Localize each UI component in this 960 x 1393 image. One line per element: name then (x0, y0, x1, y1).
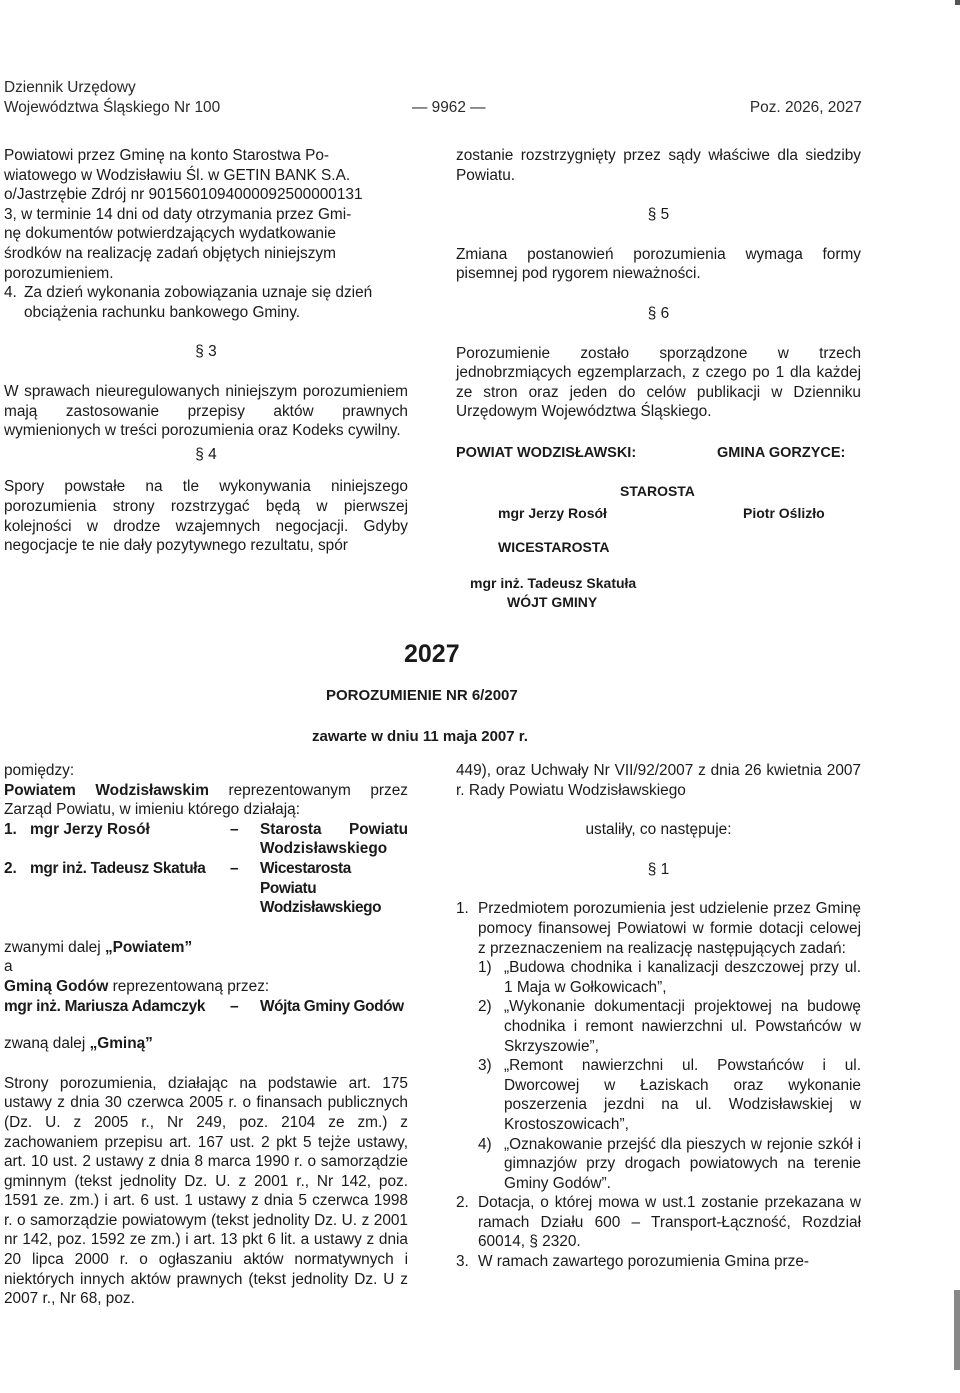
rep-number: 1. (4, 820, 17, 838)
left-column-top (4, 146, 408, 556)
task-2 (478, 997, 861, 1056)
paragraph-4 (4, 283, 408, 322)
signature-wojt-title: WÓJT GMINY (507, 594, 598, 610)
task-number: 4) (478, 1135, 492, 1153)
party-powiat (4, 781, 408, 820)
section-6-heading: § 6 (647, 304, 670, 322)
scan-edge-mark (955, 0, 960, 5)
representative-3 (4, 997, 408, 1017)
section-3-text: W sprawach nieuregulowanych niniejszym porozumieniem mają zastosowanie przepisy aktów prawnych wymienionych w treści porozumienia oraz Kodeks cywilny. (4, 382, 408, 440)
rep-dash: – (230, 820, 239, 838)
definition-term: „Gminą” (89, 1035, 153, 1053)
party-gmina (4, 977, 408, 997)
party-gmina-desc: reprezentowaną przez: (108, 977, 270, 995)
payment-line: nę dokumentów potwierdzających wydatkowanie (4, 225, 336, 243)
pomiedzy-label: pomiędzy: (4, 762, 75, 779)
scan-edge-mark (954, 1290, 960, 1370)
signature-wojt-name: Piotr Oślizło (743, 505, 825, 521)
rep-role: Starosta Powiatu Wodzisławskiego (260, 820, 408, 858)
signature-starosta-title: STAROSTA (620, 483, 695, 499)
act-number: 2027 (404, 640, 460, 668)
gmina-definition (4, 1034, 408, 1054)
representative-2 (4, 859, 408, 918)
position-number: Poz. 2026, 2027 (749, 99, 862, 116)
point-text: Przedmiotem porozumienia jest udzielenie przez Gminę pomocy finansowej Powiatowi w formie dotacji celowej z przeznaczeniem na realizację następujących zadań: (478, 900, 861, 957)
ustalily-label: ustaliły, co następuje: (585, 821, 732, 839)
point-number: 2. (456, 1194, 469, 1212)
task-text: „Budowa chodnika i kanalizacji deszczowej przy ul. 1 Maja w Gołkowicach”, (504, 959, 861, 996)
rep-role: Wójta Gminy Godów (260, 997, 404, 1015)
point-text: Dotacja, o której mowa w ust.1 zostanie przekazana w ramach Działu 600 – Transport-Łączność, Rozdział 60014, § 2320. (478, 1194, 861, 1251)
party-powiat-name: Powiatem Wodzisławskim (4, 781, 209, 799)
rep-dash: – (230, 859, 239, 877)
task-1 (478, 958, 861, 997)
payment-line: porozumieniem. (4, 264, 114, 282)
task-number: 3) (478, 1057, 492, 1075)
rep-number: 2. (4, 859, 17, 877)
signature-wicestarosta-name: mgr inż. Tadeusz Skatuła (470, 575, 637, 591)
item-line: obciążenia rachunku bankowego Gminy. (24, 303, 301, 321)
act-date: zawarte w dniu 11 maja 2007 r. (312, 728, 528, 745)
definition-prefix: zwaną dalej (4, 1035, 90, 1053)
definition-prefix: zwanymi dalej (4, 938, 105, 956)
signature-powiat-heading: POWIAT WODZISŁAWSKI: (456, 445, 637, 461)
section-4-continuation: zostanie rozstrzygnięty przez sądy właściwe dla siedziby Powiatu. (456, 147, 861, 184)
definition-term: „Powiatem” (104, 938, 193, 956)
act-title: POROZUMIENIE NR 6/2007 (326, 687, 518, 704)
section-5-text: Zmiana postanowień porozumienia wymaga formy pisemnej pod rygorem nieważności. (456, 245, 861, 283)
point-1 (456, 899, 861, 958)
section-4-text: Spory powstałe na tle wykonywania niniejszego porozumienia strony rozstrzygać będą w pierwszej kolejności w drodze wzajemnych negocjacji. Gdyby negocjacje te nie dały pozytywnego rezultatu, spór (4, 478, 408, 555)
legal-basis-continuation: 449), oraz Uchwały Nr VII/92/2007 z dnia 26 kwietnia 2007 r. Rady Powiatu Wodzisławskiego (456, 762, 861, 799)
payment-line: 3, w terminie 14 dni od daty otrzymania przez Gmi- (4, 205, 352, 223)
section-3-heading: § 3 (195, 343, 217, 361)
task-text: „Oznakowanie przejść dla pieszych w rejonie szkół i gimnazjów przy drogach powiatowych na terenie Gminy Godów”. (504, 1135, 861, 1192)
item-number: 4. (4, 284, 17, 302)
section-4-heading: § 4 (195, 445, 217, 463)
task-number: 2) (478, 998, 492, 1016)
representative-1 (4, 820, 408, 859)
task-4 (478, 1135, 861, 1194)
signature-starosta-name: mgr Jerzy Rosół (498, 505, 607, 521)
point-text: W ramach zawartego porozumienia Gmina prze- (478, 1253, 810, 1271)
powiat-definition (4, 938, 408, 958)
payment-line: Powiatowi przez Gminę na konto Starostwa Po- (4, 147, 330, 164)
journal-title-line1: Dziennik Urzędowy (4, 79, 136, 96)
point-3 (456, 1252, 861, 1272)
rep-name: mgr inż. Tadeusz Skatuła (30, 859, 206, 877)
right-column-top (456, 146, 861, 422)
signature-wicestarosta-title: WICESTAROSTA (498, 539, 610, 555)
task-text: „Wykonanie dokumentacji projektowej na budowę chodnika i remont nawierzchni ul. Powstańców w Skrzyszowie”, (504, 998, 861, 1055)
section-1-heading: § 1 (647, 860, 670, 878)
right-column-bottom (456, 761, 861, 1272)
point-number: 3. (456, 1253, 469, 1271)
paragraph-payment (4, 146, 408, 283)
party-gmina-name: Gminą Godów (4, 977, 109, 995)
task-number: 1) (478, 959, 492, 977)
task-text: „Remont nawierzchni ul. Powstańców i ul. Dworcowej w Łaziskach oraz wykonanie poszerzenia jezdni na ul. Wodzisławskiej w Krostoszowicach”, (504, 1057, 861, 1133)
payment-line: środków na realizację zadań objętych niniejszym (4, 244, 336, 262)
journal-title-line2: Województwa Śląskiego Nr 100 (4, 98, 221, 116)
rep-name: mgr Jerzy Rosół (30, 820, 150, 838)
page-number: — 9962 — (412, 99, 486, 116)
task-3 (478, 1056, 861, 1134)
rep-name: mgr inż. Mariusza Adamczyk (4, 997, 206, 1015)
journal-title (4, 78, 304, 117)
rep-role: Wicestarosta Powiatu Wodzisławskiego (260, 859, 382, 917)
payment-line: wiatowego w Wodzisławiu Śl. w GETIN BANK S.A. (4, 166, 351, 184)
section-6-text: Porozumienie zostało sporządzone w trzech jednobrzmiących egzemplarzach, z czego po 1 dla każdej ze stron oraz jeden do celów publikacji w Dzienniku Urzędowym Województwa Śląskiego. (456, 344, 861, 421)
item-line: Za dzień wykonania zobowiązania uznaje się dzień (24, 284, 373, 302)
left-column-bottom (4, 761, 408, 1309)
rep-dash: – (230, 997, 239, 1015)
party-powiat-desc: reprezentowanym przez Zarząd Powiatu, w imieniu którego działają: (4, 781, 408, 819)
legal-basis-text: Strony porozumienia, działając na podstawie art. 175 ustawy z dnia 30 czerwca 2005 r. o finansach publicznych (Dz. U. z 2005 r., Nr 249, poz. 2104 ze zm.) z zachowaniem przepisu art. 167 ust. 2 pkt 5 tejże ustawy, art. 10 ust. 2 ustawy z dnia 8 marca 1990 r. o samorządzie gminnym (tekst jednolity Dz. U. z 2001 r., Nr 142, poz. 1591 ze. zm.) i art. 6 ust. 1 ustawy z dnia 5 czerwca 1998 r. o samorządzie powiatowym (tekst jednolity Dz. U. z 2001 nr 142, poz. 1592 ze zm.) i art. 13 pkt 6 lit. a ustawy z dnia 20 lipca 2000 r. o ogłaszaniu aktów normatywnych i niektórych innych aktów prawnych (tekst jednolity Dz. U z 2007 r., Nr 68, poz. (4, 1074, 408, 1308)
point-2 (456, 1193, 861, 1252)
section-5-heading: § 5 (647, 206, 670, 224)
point-number: 1. (456, 900, 469, 918)
conjunction-a: a (4, 958, 13, 976)
signature-gmina-heading: GMINA GORZYCE: (717, 445, 846, 461)
payment-line: o/Jastrzębie Zdrój nr 9015601094000092500000131 (4, 186, 363, 204)
